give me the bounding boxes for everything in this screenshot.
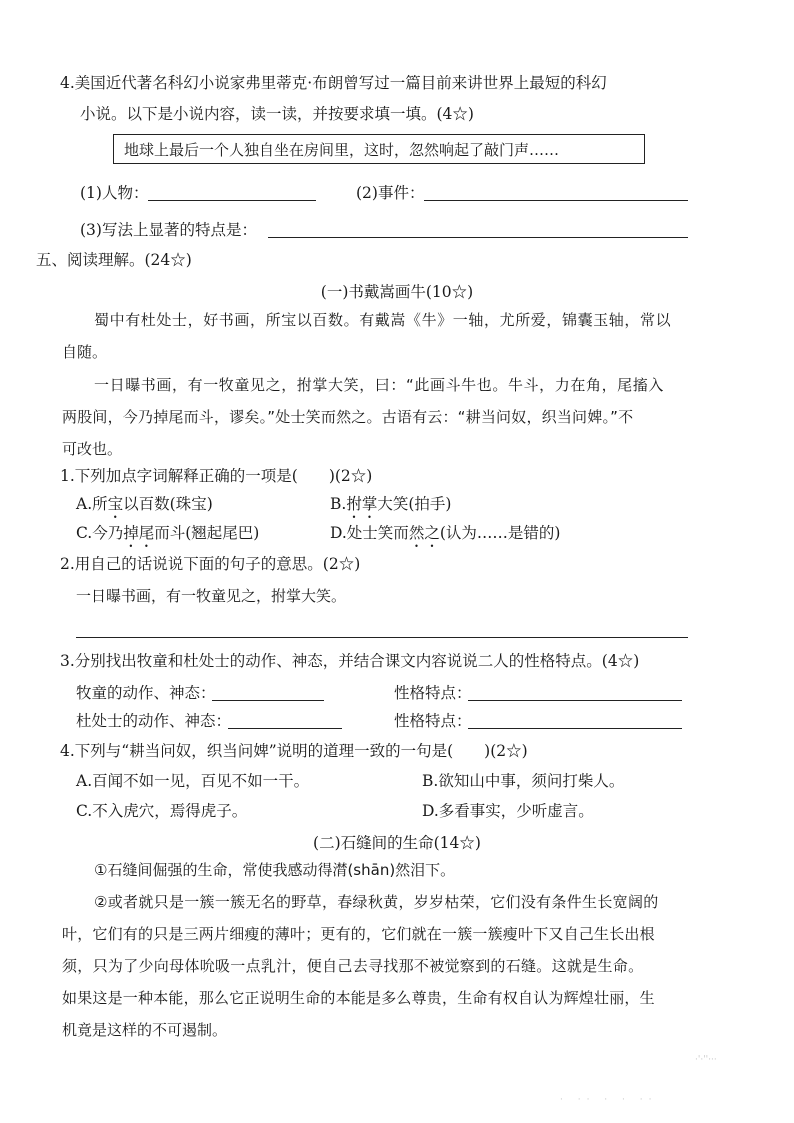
q4-stem-line2: 小说。以下是小说内容，读一读，并按要求填一填。(4☆) [80, 105, 474, 123]
q1-a-dotted: 宝 [107, 495, 124, 513]
faint-footer-mark: · ·· · · ·· [560, 1095, 658, 1105]
q3-row1-label: 牧童的动作、神态： [76, 684, 216, 702]
q4-answer3-label: (3)写法上显著的特点是： [80, 221, 257, 239]
q3-stem: 3.分别找出牧童和杜处士的动作、神态，并结合课文内容说说二人的性格特点。(4☆) [60, 652, 640, 670]
q1-d-dotted: 然之 [408, 524, 440, 542]
q4b-option-a[interactable]: A.百闻不如一见，百见不如一干。 [76, 772, 310, 790]
q1-option-c[interactable] [76, 523, 259, 551]
q3-row1-trait-label: 性格特点： [394, 684, 472, 702]
q4b-option-b[interactable]: B.欲知山中事，须问打柴人。 [422, 772, 625, 790]
passage1-para1-line1: 蜀中有杜处士，好书画，所宝以百数。有戴嵩《牛》一轴，尤所爱，锦囊玉轴，常以 [94, 311, 672, 329]
q4b-option-c[interactable]: C.不入虎穴，焉得虎子。 [76, 802, 248, 820]
passage2-title: (二)石缝间的生命(14☆) [313, 834, 481, 852]
q1-b-post: 大笑(拍手) [377, 495, 452, 513]
q3-row2-label: 杜处士的动作、神态： [76, 712, 232, 730]
q4-answer1-blank[interactable] [148, 200, 316, 201]
q1-d-pre: D.处士笑而 [330, 524, 409, 542]
q3-row1-trait-blank[interactable] [468, 700, 682, 701]
q4-stem-line1: 4.美国近代著名科幻小说家弗里蒂克·布朗曾写过一篇目前来讲世界上最短的科幻 [60, 74, 607, 92]
q3-row2-trait-blank[interactable] [468, 728, 682, 729]
q2-sentence: 一日曝书画，有一牧童见之，拊掌大笑。 [76, 587, 347, 605]
q3-row2-trait-label: 性格特点： [394, 712, 472, 730]
q4-answer2-label: (2)事件： [356, 184, 425, 202]
q1-c-dotted: 掉尾 [123, 524, 155, 542]
passage2-para2-line4: 如果这是一种本能，那么它正说明生命的本能是多么尊贵，生命有权自认为辉煌壮丽，生 [62, 989, 655, 1007]
q1-option-a[interactable] [76, 494, 213, 522]
q3-row2-blank[interactable] [228, 728, 342, 729]
q2-stem: 2.用自己的话说说下面的句子的意思。(2☆) [60, 555, 361, 573]
q1-b-pre: B. [330, 495, 347, 513]
q4b-stem: 4.下列与“耕当问奴，织当问婢”说明的道理一致的一句是( )(2☆) [60, 742, 528, 760]
passage2-para2-line1: ②或者就只是一簇一簇无名的野草，春绿秋黄，岁岁枯荣，它们没有条件生长宽阔的 [94, 893, 659, 911]
q1-a-post: 以百数(珠宝) [123, 495, 213, 513]
q1-c-pre: C.今乃 [76, 524, 124, 542]
passage2-para2-line3: 须，只为了少向母体吮吸一点乳汁，便自己去寻找那不被觉察到的石缝。这就是生命。 [62, 957, 644, 975]
story-text: 地球上最后一个人独自坐在房间里，这时，忽然响起了敲门声…… [124, 141, 560, 159]
q1-c-post: 而斗(翘起尾巴) [154, 524, 260, 542]
q1-a-pre: A.所 [76, 495, 108, 513]
q1-d-post: (认为……是错的) [439, 524, 561, 542]
passage2-para2-line5: 机竟是这样的不可遏制。 [62, 1021, 228, 1039]
q4-answer3-blank[interactable] [268, 237, 688, 238]
passage1-para2-line2: 两股间，今乃掉尾而斗，谬矣。”处士笑而然之。古语有云：“耕当问奴，织当问婢。”不 [62, 408, 634, 426]
section5-title: 五、阅读理解。(24☆) [36, 251, 192, 269]
q2-answer-blank[interactable] [76, 637, 688, 638]
passage1-para2-line3: 可改也。 [62, 440, 123, 458]
passage2-para2-line2: 叶，它们有的只是三两片细瘦的薄叶；更有的，它们就在一簇一簇瘦叶下又自己生长出根 [62, 925, 655, 943]
q3-row1-blank[interactable] [212, 700, 324, 701]
q1-option-d[interactable] [330, 523, 560, 551]
passage1-para2-line1: 一日曝书画，有一牧童见之，拊掌大笑，曰：“此画斗牛也。牛斗，力在角，尾搐入 [94, 376, 664, 394]
q4-answer1-label: (1)人物： [80, 184, 149, 202]
q1-b-dotted: 拊掌 [346, 495, 378, 513]
q4b-option-d[interactable]: D.多看事实，少听虚言。 [422, 802, 594, 820]
passage1-para1-line2: 自随。 [62, 343, 108, 361]
passage1-title: (一)书戴嵩画牛(10☆) [320, 283, 474, 301]
faint-scan-mark: ·'·''··· [695, 1055, 717, 1065]
q1-stem: 1.下列加点字词解释正确的一项是( )(2☆) [60, 467, 373, 485]
passage2-para1: ①石缝间倔强的生命，常使我感动得潸(shān)然泪下。 [94, 861, 456, 879]
q1-option-b[interactable] [330, 494, 451, 522]
story-box [113, 134, 645, 164]
q4-answer2-blank[interactable] [424, 200, 688, 201]
